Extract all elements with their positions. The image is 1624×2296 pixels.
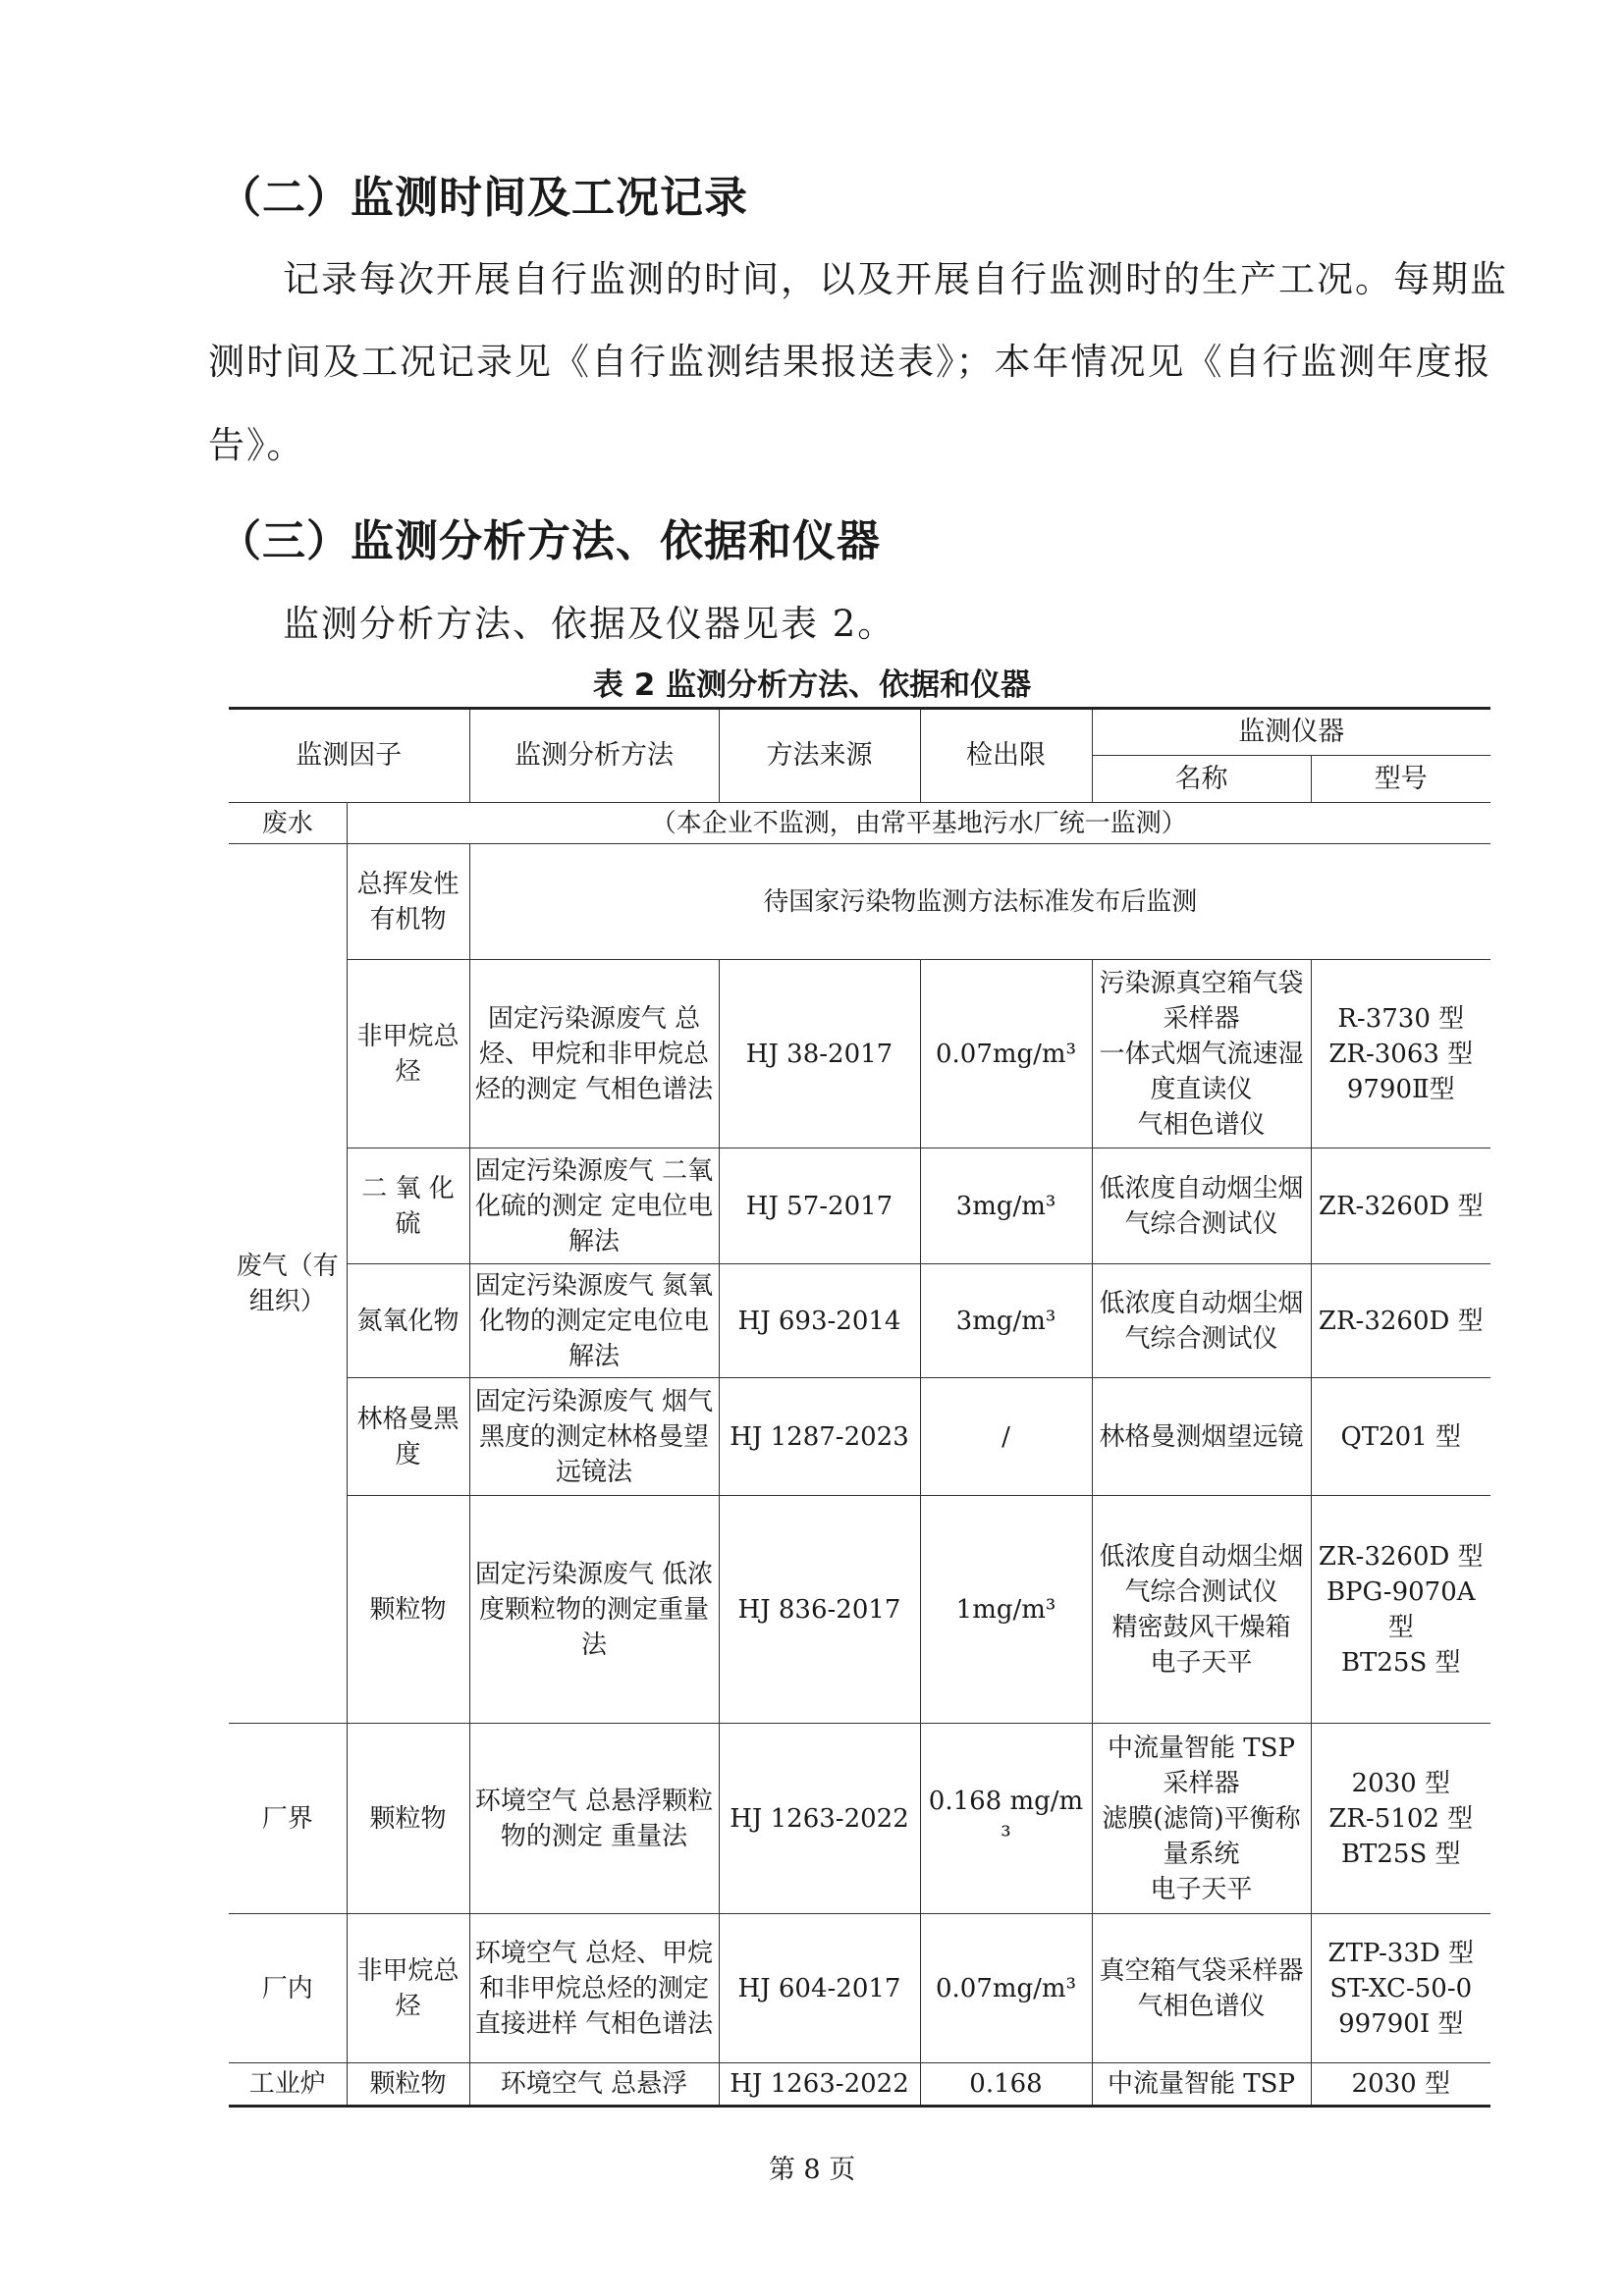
header-name: 名称 (1092, 756, 1311, 803)
header-instrument: 监测仪器 (1092, 709, 1490, 756)
source-cell: HJ 693-2014 (719, 1264, 920, 1378)
limit-cell: 3mg/m³ (920, 1148, 1092, 1264)
instrument-model: BT25S 型 (1340, 1839, 1461, 1869)
factor-cell: 颗粒物 (347, 2063, 469, 2107)
instrument-model: ZR-5102 型 (1328, 1803, 1474, 1834)
instrument-model-cell (1311, 1724, 1490, 1914)
limit-cell: 0.07mg/m³ (920, 1914, 1092, 2063)
table-row (229, 960, 1490, 1148)
table-row (229, 1496, 1490, 1724)
source-cell: HJ 38-2017 (719, 960, 920, 1148)
instrument-model: ZR-3260D 型 (1318, 1306, 1484, 1336)
method-cell: 环境空气 总悬浮颗粒物的测定 重量法 (469, 1724, 719, 1914)
table-caption: 表 2 监测分析方法、依据和仪器 (592, 667, 1032, 703)
header-source: 方法来源 (719, 709, 920, 803)
instrument-name: 精密鼓风干燥箱 (1111, 1612, 1291, 1642)
instrument-model-cell (1311, 1496, 1490, 1724)
factor-cell: 颗粒物 (347, 1724, 469, 1914)
paragraph-methods: 监测分析方法、依据及仪器见表 2。 (283, 603, 896, 645)
instrument-model: BPG-9070A 型 (1326, 1576, 1476, 1642)
instrument-name-cell (1092, 1264, 1311, 1378)
instrument-name: 低浓度自动烟尘烟气综合测试仪 (1099, 1173, 1304, 1239)
category-cell: 废水 (229, 803, 347, 844)
instrument-model-cell (1311, 1914, 1490, 2063)
instrument-name-cell (1092, 1914, 1311, 2063)
limit-cell: 0.168 (920, 2063, 1092, 2107)
paragraph-line: 测时间及工况记录见《自行监测结果报送表》；本年情况见《自行监测年度报 (208, 341, 1492, 383)
instrument-name-cell (1092, 960, 1311, 1148)
factor-cell: 颗粒物 (347, 1496, 469, 1724)
table-row (229, 844, 1490, 960)
pending-note: 待国家污染物监测方法标准发布后监测 (469, 844, 1490, 960)
instrument-name-cell (1092, 1148, 1311, 1264)
source-cell: HJ 1263-2022 (719, 1724, 920, 1914)
table-row (229, 1724, 1490, 1914)
table-row-wastewater (229, 803, 1490, 844)
instrument-model-cell (1311, 1378, 1490, 1496)
instrument-model-cell (1311, 1264, 1490, 1378)
method-cell: 固定污染源废气 二氧化硫的测定 定电位电解法 (469, 1148, 719, 1264)
header-model: 型号 (1311, 756, 1490, 803)
source-cell: HJ 836-2017 (719, 1496, 920, 1724)
instrument-model: ZTP-33D 型 (1327, 1938, 1474, 1968)
page-number: 第 8 页 (768, 2155, 856, 2185)
factor-cell: 林格曼黑度 (347, 1378, 469, 1496)
limit-cell: 0.168 mg/m³ (920, 1724, 1092, 1914)
instrument-name: 林格曼测烟望远镜 (1099, 1421, 1304, 1452)
table-row (229, 1378, 1490, 1496)
instrument-model-cell: 2030 型 (1311, 2063, 1490, 2107)
header-factor: 监测因子 (229, 709, 469, 803)
instrument-model: 9790Ⅱ型 (1346, 1074, 1455, 1104)
instrument-name: 一体式烟气流速湿度直读仪 (1099, 1039, 1304, 1104)
table-row (229, 2063, 1490, 2107)
factor-cell: 氮氧化物 (347, 1264, 469, 1378)
source-cell: HJ 1287-2023 (719, 1378, 920, 1496)
limit-cell: 3mg/m³ (920, 1264, 1092, 1378)
instrument-model: ZR-3063 型 (1328, 1039, 1474, 1069)
source-cell: HJ 57-2017 (719, 1148, 920, 1264)
instrument-name: 中流量智能 TSP 采样器 (1108, 1733, 1295, 1798)
instrument-model: BT25S 型 (1340, 1647, 1461, 1678)
paragraph-line: 记录每次开展自行监测的时间，以及开展自行监测时的生产工况。每期监 (283, 258, 1508, 300)
instrument-model: ZR-3260D 型 (1318, 1191, 1484, 1221)
category-cell: 厂界 (229, 1724, 347, 1914)
limit-cell: 0.07mg/m³ (920, 960, 1092, 1148)
section-heading-methods: （三）监测分析方法、依据和仪器 (218, 516, 881, 566)
instrument-model: 99790I 型 (1338, 2008, 1464, 2039)
instrument-model-cell (1311, 960, 1490, 1148)
category-cell: 废气（有组织） (229, 844, 347, 1724)
instrument-name: 真空箱气袋采样器 (1099, 1955, 1304, 1986)
instrument-model: 2030 型 (1351, 1768, 1450, 1798)
monitoring-methods-table (229, 707, 1490, 2108)
instrument-name: 低浓度自动烟尘烟气综合测试仪 (1099, 1288, 1304, 1354)
limit-cell: / (920, 1378, 1092, 1496)
source-cell: HJ 604-2017 (719, 1914, 920, 2063)
instrument-name: 气相色谱仪 (1137, 1109, 1266, 1140)
method-cell: 固定污染源废气 总烃、甲烷和非甲烷总烃的测定 气相色谱法 (469, 960, 719, 1148)
factor-cell: 二 氧 化 硫 (347, 1148, 469, 1264)
header-method: 监测分析方法 (469, 709, 719, 803)
table-row (229, 1148, 1490, 1264)
method-cell: 固定污染源废气 烟气黑度的测定林格曼望远镜法 (469, 1378, 719, 1496)
instrument-model: R-3730 型 (1337, 1003, 1465, 1034)
method-cell: 固定污染源废气 低浓度颗粒物的测定重量法 (469, 1496, 719, 1724)
table-header-row (229, 709, 1490, 756)
table-row (229, 1264, 1490, 1378)
section-heading-monitoring-time: （二）监测时间及工况记录 (218, 173, 748, 223)
method-cell: 环境空气 总烃、甲烷和非甲烷总烃的测定直接进样 气相色谱法 (469, 1914, 719, 2063)
factor-cell: 非甲烷总烃 (347, 960, 469, 1148)
instrument-name-cell (1092, 1378, 1311, 1496)
instrument-name: 电子天平 (1150, 1874, 1253, 1904)
instrument-name: 滤膜(滤筒)平衡称量系统 (1102, 1803, 1301, 1869)
instrument-name-cell (1092, 1496, 1311, 1724)
method-cell: 环境空气 总悬浮 (469, 2063, 719, 2107)
category-cell: 厂内 (229, 1914, 347, 2063)
category-cell: 工业炉 (229, 2063, 347, 2107)
instrument-name: 电子天平 (1150, 1647, 1253, 1678)
source-cell: HJ 1263-2022 (719, 2063, 920, 2107)
instrument-name: 低浓度自动烟尘烟气综合测试仪 (1099, 1541, 1304, 1607)
table-row (229, 1914, 1490, 2063)
limit-cell: 1mg/m³ (920, 1496, 1092, 1724)
instrument-model: ST-XC-50-0 (1329, 1973, 1473, 2003)
factor-cell: 非甲烷总烃 (347, 1914, 469, 2063)
factor-cell: 总挥发性有机物 (347, 844, 469, 960)
method-cell: 固定污染源废气 氮氧化物的测定定电位电解法 (469, 1264, 719, 1378)
paragraph-line: 告》。 (208, 424, 305, 466)
wastewater-note: （本企业不监测，由常平基地污水厂统一监测） (347, 803, 1490, 844)
instrument-name: 气相色谱仪 (1137, 1991, 1266, 2021)
instrument-model-cell (1311, 1148, 1490, 1264)
instrument-model: QT201 型 (1340, 1421, 1462, 1452)
instrument-name: 污染源真空箱气袋采样器 (1099, 968, 1304, 1034)
header-limit: 检出限 (920, 709, 1092, 803)
instrument-name-cell (1092, 1724, 1311, 1914)
instrument-model: ZR-3260D 型 (1318, 1541, 1484, 1572)
instrument-name-cell: 中流量智能 TSP (1092, 2063, 1311, 2107)
